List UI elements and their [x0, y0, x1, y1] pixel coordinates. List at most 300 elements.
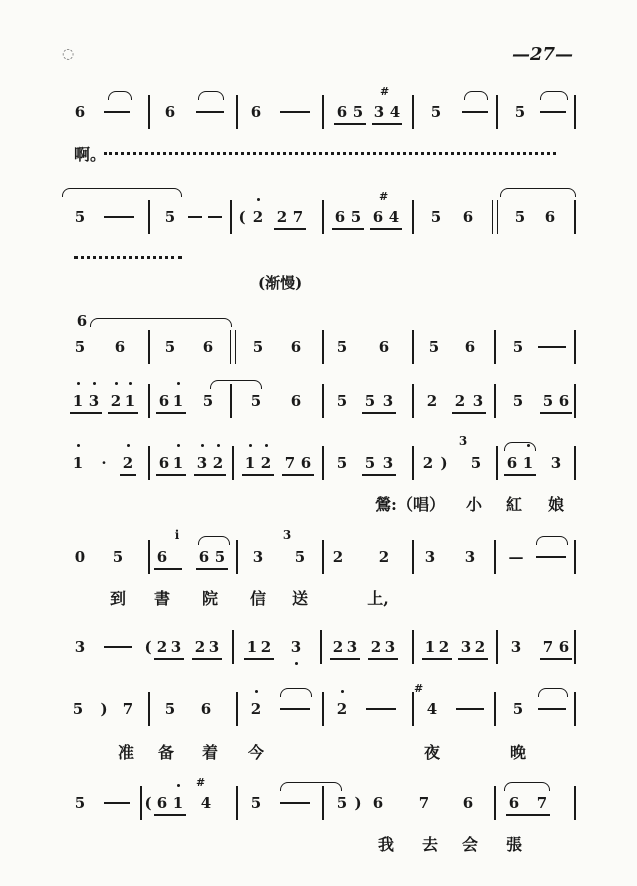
note: 5 — [164, 700, 176, 718]
note: 6 — [164, 103, 176, 121]
dash — [536, 556, 566, 558]
barline — [148, 330, 150, 364]
note: 4 — [389, 103, 401, 121]
high-dot — [77, 444, 80, 447]
dash — [104, 646, 132, 648]
underline — [156, 412, 186, 414]
underline — [370, 228, 402, 230]
barline — [412, 540, 414, 574]
lyric: 小 — [465, 495, 483, 514]
grace-note: 3 — [458, 434, 468, 448]
barline — [230, 384, 232, 418]
underline — [194, 474, 226, 476]
barline — [412, 200, 414, 234]
barline — [320, 630, 322, 664]
note: 7 — [542, 638, 554, 656]
tie — [280, 782, 342, 791]
dash — [280, 708, 310, 710]
barline — [412, 692, 414, 726]
barline — [574, 200, 576, 234]
note: 5 — [512, 700, 524, 718]
lyric: 娘 — [547, 495, 565, 514]
note: 5 — [430, 208, 442, 226]
high-dot — [527, 444, 530, 447]
note: 3 — [472, 392, 484, 410]
note: 6 — [372, 794, 384, 812]
underline — [196, 568, 228, 570]
high-dot — [177, 444, 180, 447]
note: 2 — [110, 392, 122, 410]
note: 5 — [350, 208, 362, 226]
note: 1 — [72, 454, 84, 472]
lyric: 到 — [109, 589, 127, 608]
staff-system-3 — [0, 312, 637, 364]
note: 3 — [74, 638, 86, 656]
barline — [574, 95, 576, 129]
lyrics-line-6 — [0, 586, 637, 614]
note: 2 — [276, 208, 288, 226]
high-dot — [341, 690, 344, 693]
staff-system-7 — [0, 630, 637, 664]
note: 2 — [474, 638, 486, 656]
note: 7 — [284, 454, 296, 472]
note: 0 — [74, 548, 86, 566]
note: 5 — [336, 338, 348, 356]
paren-close: ) — [100, 700, 108, 718]
note: 3 — [382, 454, 394, 472]
note: 5 — [214, 548, 226, 566]
note: 5 — [164, 338, 176, 356]
note: 7 — [536, 794, 548, 812]
note: 2 — [336, 700, 348, 718]
barline — [148, 384, 150, 418]
note: 2 — [332, 638, 344, 656]
note: 4 — [426, 700, 438, 718]
underline — [458, 658, 488, 660]
sharp-sign: # — [380, 85, 390, 98]
barline — [574, 630, 576, 664]
note: 2 — [252, 208, 264, 226]
high-dot — [249, 444, 252, 447]
note: 6 — [558, 638, 570, 656]
note: 7 — [292, 208, 304, 226]
tie — [500, 188, 576, 197]
dash — [538, 346, 566, 348]
barline — [574, 446, 576, 480]
barline — [148, 540, 150, 574]
double-barline — [492, 200, 498, 234]
note: 6 — [300, 454, 312, 472]
dash — [104, 111, 130, 113]
underline — [332, 228, 364, 230]
barline — [494, 330, 496, 364]
underline — [330, 658, 360, 660]
note-top: 6 — [76, 312, 88, 330]
underline — [334, 123, 366, 125]
underline — [504, 474, 536, 476]
high-dot — [177, 784, 180, 787]
double-barline — [230, 330, 236, 364]
corner-mark: ◌ — [62, 46, 75, 62]
dash — [280, 802, 310, 804]
note: 2 — [156, 638, 168, 656]
note: 5 — [202, 392, 214, 410]
staff-system-6 — [0, 528, 637, 574]
note: 3 — [196, 454, 208, 472]
note: 3 — [252, 548, 264, 566]
lyric: 張 — [505, 835, 523, 854]
lyric: 啊。 — [73, 145, 107, 164]
barline — [230, 200, 232, 234]
note: 5 — [74, 338, 86, 356]
note: 5 — [250, 392, 262, 410]
tie — [62, 188, 182, 197]
underline — [274, 228, 306, 230]
grace-note: 3 — [282, 528, 292, 542]
staff-system-5 — [0, 434, 637, 480]
note: 3 — [88, 392, 100, 410]
lyric: 夜 — [423, 743, 441, 762]
dash — [540, 111, 566, 113]
slur — [504, 782, 550, 791]
lyric: 去 — [421, 835, 439, 854]
lyric: 备 — [157, 743, 175, 762]
note: 1 — [244, 454, 256, 472]
note: 2 — [122, 454, 134, 472]
note: 6 — [200, 700, 212, 718]
dotted-extension — [74, 256, 182, 259]
note: 3 — [346, 638, 358, 656]
dash — [366, 708, 396, 710]
note: 1 — [72, 392, 84, 410]
note: 5 — [164, 208, 176, 226]
paren-open: ( — [238, 208, 246, 226]
note: 6 — [462, 208, 474, 226]
underline — [156, 474, 186, 476]
underline — [540, 658, 572, 660]
lyric: 着 — [201, 743, 219, 762]
note: 6 — [372, 208, 384, 226]
high-dot — [257, 198, 260, 201]
lyrics-line-8 — [0, 740, 637, 768]
high-dot — [201, 444, 204, 447]
underline — [108, 412, 138, 414]
barline — [322, 95, 324, 129]
note: 6 — [156, 794, 168, 812]
barline — [148, 95, 150, 129]
barline — [148, 446, 150, 480]
note: 6 — [544, 208, 556, 226]
barline — [322, 786, 324, 820]
barline — [494, 786, 496, 820]
note: 5 — [74, 208, 86, 226]
underline — [282, 474, 314, 476]
lyric: 上, — [367, 589, 389, 608]
note: 3 — [510, 638, 522, 656]
barline — [574, 540, 576, 574]
underline — [422, 658, 452, 660]
note: 6 — [290, 338, 302, 356]
note: 5 — [336, 454, 348, 472]
note: 5 — [430, 103, 442, 121]
lyric: 准 — [117, 743, 135, 762]
barline — [412, 95, 414, 129]
barline — [496, 446, 498, 480]
note: 5 — [336, 392, 348, 410]
note: 3 — [550, 454, 562, 472]
note: 4 — [200, 794, 212, 812]
underline — [452, 412, 486, 414]
barline — [412, 446, 414, 480]
note: 3 — [384, 638, 396, 656]
paren-close: ) — [440, 454, 448, 472]
sharp-sign: # — [379, 190, 389, 203]
note: 5 — [252, 338, 264, 356]
barline — [494, 540, 496, 574]
barline — [412, 630, 414, 664]
tie — [90, 318, 232, 327]
barline — [322, 330, 324, 364]
note: 5 — [542, 392, 554, 410]
note: 2 — [260, 638, 272, 656]
lyric: 晚 — [509, 743, 527, 762]
note: 5 — [514, 103, 526, 121]
dash — [104, 802, 130, 804]
note: 6 — [378, 338, 390, 356]
note: 2 — [250, 700, 262, 718]
note: 3 — [460, 638, 472, 656]
staff-system-8 — [0, 682, 637, 726]
staff-system-9 — [0, 776, 637, 820]
underline — [154, 814, 186, 816]
lyric: 院 — [201, 589, 219, 608]
dash — [104, 216, 134, 218]
paren-open: ( — [144, 638, 152, 656]
lyric: 信 — [249, 589, 267, 608]
dash — [462, 111, 488, 113]
high-dot — [77, 382, 80, 385]
note: 6 — [290, 392, 302, 410]
underline — [192, 658, 222, 660]
barline — [322, 446, 324, 480]
dash — [456, 708, 484, 710]
lyric: 会 — [461, 835, 479, 854]
barline — [494, 692, 496, 726]
slur — [540, 91, 568, 100]
low-dot — [295, 662, 298, 665]
dash — [196, 111, 224, 113]
lyrics-line-2 — [0, 248, 637, 276]
barline — [322, 200, 324, 234]
sharp-sign: # — [196, 776, 206, 789]
note: 4 — [388, 208, 400, 226]
barline — [232, 630, 234, 664]
underline — [244, 658, 274, 660]
note: 6 — [114, 338, 126, 356]
high-dot — [129, 382, 132, 385]
dash — [208, 216, 222, 218]
barline — [140, 786, 142, 820]
paren-close: ) — [354, 794, 362, 812]
note: 6 — [156, 548, 168, 566]
underline — [154, 658, 184, 660]
high-dot — [93, 382, 96, 385]
underline — [362, 412, 396, 414]
underline — [154, 568, 182, 570]
note: 3 — [464, 548, 476, 566]
grace-note: i — [174, 528, 180, 542]
barline — [236, 95, 238, 129]
note: 3 — [170, 638, 182, 656]
note: 5 — [294, 548, 306, 566]
note: 6 — [158, 454, 170, 472]
underline — [70, 412, 102, 414]
note: — — [508, 548, 524, 566]
note: 1 — [124, 392, 136, 410]
note: 2 — [212, 454, 224, 472]
staff-system-4 — [0, 384, 637, 418]
note: 1 — [172, 794, 184, 812]
barline — [496, 95, 498, 129]
slur — [536, 536, 568, 545]
slur — [504, 442, 536, 451]
underline — [540, 412, 572, 414]
note: 2 — [454, 392, 466, 410]
note: 3 — [382, 392, 394, 410]
lyrics-line-1 — [0, 142, 637, 170]
barline — [322, 692, 324, 726]
note: 5 — [352, 103, 364, 121]
note: · — [101, 454, 107, 472]
underline — [362, 474, 396, 476]
note: 1 — [424, 638, 436, 656]
note: 5 — [428, 338, 440, 356]
barline — [496, 630, 498, 664]
note: 5 — [512, 392, 524, 410]
barline — [574, 786, 576, 820]
high-dot — [177, 382, 180, 385]
tie — [210, 380, 262, 389]
barline — [494, 384, 496, 418]
slur — [538, 688, 568, 697]
barline — [574, 692, 576, 726]
note: 6 — [74, 103, 86, 121]
note: 6 — [508, 794, 520, 812]
lyrics-line-9 — [0, 832, 637, 860]
slur — [108, 91, 132, 100]
note: 5 — [72, 700, 84, 718]
lyric: 送 — [291, 589, 309, 608]
barline — [322, 540, 324, 574]
lyric: 我 — [377, 835, 395, 854]
note: 2 — [438, 638, 450, 656]
barline — [412, 330, 414, 364]
barline — [236, 540, 238, 574]
note: 6 — [336, 103, 348, 121]
lyric: 今 — [247, 743, 265, 762]
note: 6 — [250, 103, 262, 121]
note: 1 — [246, 638, 258, 656]
staff-system-2 — [0, 190, 637, 234]
high-dot — [265, 444, 268, 447]
barline — [236, 692, 238, 726]
high-dot — [217, 444, 220, 447]
tempo-marking: (渐慢) — [258, 274, 303, 292]
note: 2 — [260, 454, 272, 472]
note: 3 — [373, 103, 385, 121]
slur — [198, 91, 224, 100]
note: 2 — [426, 392, 438, 410]
note: 2 — [378, 548, 390, 566]
high-dot — [115, 382, 118, 385]
underline — [120, 474, 136, 476]
note: 5 — [364, 392, 376, 410]
note: 5 — [514, 208, 526, 226]
barline — [148, 692, 150, 726]
page-number: —27— — [512, 44, 574, 65]
note: 7 — [122, 700, 134, 718]
note: 5 — [336, 794, 348, 812]
staff-system-1 — [0, 85, 637, 129]
lyrics-line-5 — [0, 492, 637, 520]
underline — [368, 658, 398, 660]
note: 5 — [74, 794, 86, 812]
note: 5 — [112, 548, 124, 566]
barline — [574, 384, 576, 418]
barline — [236, 786, 238, 820]
underline — [372, 123, 402, 125]
note: 6 — [198, 548, 210, 566]
note: 2 — [194, 638, 206, 656]
barline — [412, 384, 414, 418]
note: 5 — [364, 454, 376, 472]
note: 6 — [462, 794, 474, 812]
note: 1 — [172, 392, 184, 410]
note: 6 — [202, 338, 214, 356]
dash — [538, 708, 566, 710]
note: 3 — [208, 638, 220, 656]
note: 2 — [332, 548, 344, 566]
high-dot — [255, 690, 258, 693]
slur — [464, 91, 488, 100]
slur — [280, 688, 312, 697]
lyric: 鶯:（唱） — [375, 495, 445, 514]
barline — [148, 200, 150, 234]
dash — [280, 111, 310, 113]
note: 5 — [470, 454, 482, 472]
note: 1 — [522, 454, 534, 472]
note: 2 — [422, 454, 434, 472]
paren-open: ( — [144, 794, 152, 812]
note: 3 — [424, 548, 436, 566]
note: 6 — [506, 454, 518, 472]
note: 7 — [418, 794, 430, 812]
lyric: 紅 — [505, 495, 523, 514]
barline — [574, 330, 576, 364]
underline — [242, 474, 274, 476]
note: 6 — [558, 392, 570, 410]
slur — [198, 536, 230, 545]
barline — [232, 446, 234, 480]
note: 1 — [172, 454, 184, 472]
sharp-sign: # — [414, 682, 424, 695]
note: 6 — [464, 338, 476, 356]
note: 6 — [334, 208, 346, 226]
high-dot — [127, 444, 130, 447]
lyric: 書 — [153, 589, 171, 608]
note: 5 — [250, 794, 262, 812]
note: 2 — [370, 638, 382, 656]
